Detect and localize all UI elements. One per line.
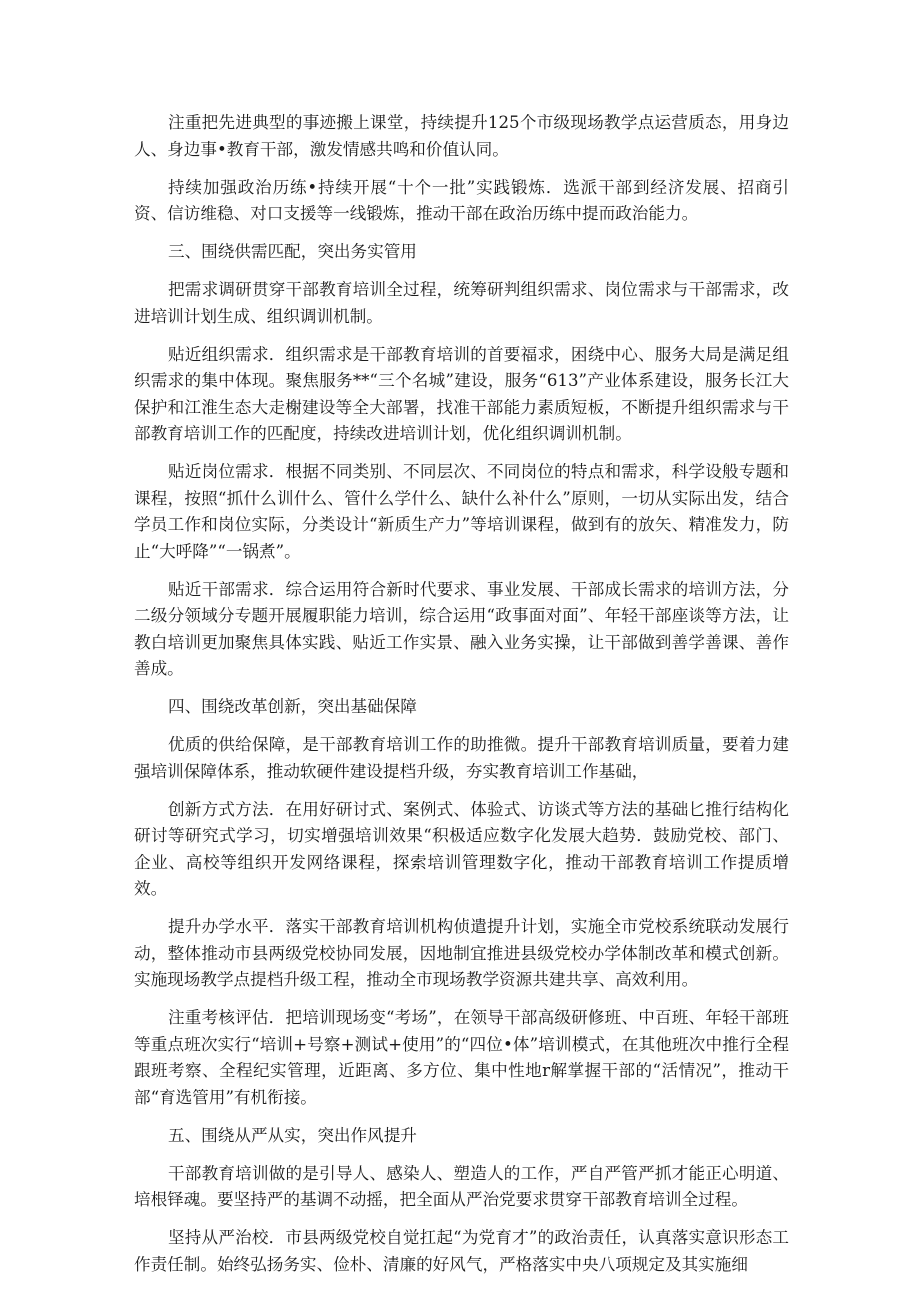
paragraph: 注重考核评估．把培训现场变“考场”，在领导干部高级研修班、中百班、年轻干部班等重点班次实行“培训+号察+测试+使用”的“四位•体”培训模式，在其他班次中推行全程跟班考察、全程纪实管理，近距离、多方位、集中性地r解掌握干部的“活情况”，推动干部“育选管用”有机衔接。 [134, 1008, 789, 1107]
paragraph: 持续加强政治历练•持续开展“十个一批”实践锻炼．选派干部到经济发展、招商引资、信访维稳、对口支援等一线锻炼，推动干部在政治历练中提而政治能力。 [134, 177, 789, 223]
section-heading: 四、围绕改革创新，突出基础保障 [168, 697, 417, 716]
paragraph: 坚持从严治校．市县两级党校自觉扛起“为党育才”的政治责任，认真落实意识形态工作责任制。始终弘扬务实、俭朴、清廉的好风气，严格落实中央八项规定及其实施细 [134, 1228, 789, 1274]
paragraph: 注重把先进典型的事迹搬上课堂，持续提升125个市级现场教学点运营质态，用身边人、身边事•教育干部，激发情感共鸣和价值认同。 [134, 113, 789, 159]
document-body [134, 110, 789, 1290]
paragraph: 贴近组织需求．组织需求是干部教育培训的首要福求，困绕中心、服务大局是满足组织需求的集中体现。聚焦服务**“三个名城”建设，服务“613”产业体系建设，服务长江大保护和江淮生态大走榭建设等全大部署，找准干部能力素质短板，不断提升组织需求与干部教育培训工作的匹配度，持续改进培训计划，优化组织调训机制。 [134, 344, 789, 443]
section-heading: 五、围绕从严从实，突出作风提升 [168, 1125, 417, 1145]
paragraph: 提升办学水平．落实干部教育培训机构侦遣提升计划，实施全市党校系统联动发展行动，整体推动市县两级党校协同发展，因地制宜推进县级党校办学体制改革和模式创新。实施现场教学点提档升级工程，推动全市现场教学资源共建共享、高效利用。 [134, 917, 789, 989]
section-heading: 三、围绕供需匹配，突出务实管用 [168, 242, 417, 261]
paragraph: 优质的供给保障，是干部教育培训工作的助推微。提升干部教育培训质量，要着力建强培训保障体系，推动软硬件建设提档升级，夯实教育培训工作基础， [134, 735, 789, 781]
paragraph: 把需求调研贯穿干部教育培训全过程，统筹研判组织需求、岗位需求与干部需求，改进培训计划生成、组织调训机制。 [134, 280, 789, 326]
paragraph: 干部教育培训做的是引导人、感染人、塑造人的工作，严自严管严抓才能正心明道、培根铎魂。要坚持严的基调不动摇，把全面从严治党要求贯穿干部教育培训全过程。 [134, 1163, 789, 1209]
paragraph: 创新方式方法．在用好研讨式、案例式、体验式、访谈式等方法的基础匕推行结构化研讨等研究式学习，切实增强培训效果“积极适应数字化发展大趋势．鼓励党校、部门、企业、高校等组织开发网络课程，探索培训管理数字化，推动干部教育培训工作提质增效。 [134, 799, 789, 898]
paragraph: 贴近干部需求．综合运用符合新时代要求、事业发展、干部成长需求的培训方法，分二级分领域分专题开展履职能力培训，综合运用“政事面对面”、年轻干部座谈等方法，让教白培训更加聚焦具体实践、贴近工作实景、融入业务实操，让干部做到善学善课、善作善成。 [134, 579, 789, 678]
paragraph: 贴近岗位需求．根据不同类别、不同层次、不同岗位的特点和需求，科学设般专题和课程，按照“抓什么训什么、管什么学什么、缺什么补什么”原则，一切从实际出发，结合学员工作和岗位实际，分类设计“新质生产力”等培训课程，做到有的放矢、精准发力，防止“大呼降”“一锅煮”。 [134, 462, 789, 561]
